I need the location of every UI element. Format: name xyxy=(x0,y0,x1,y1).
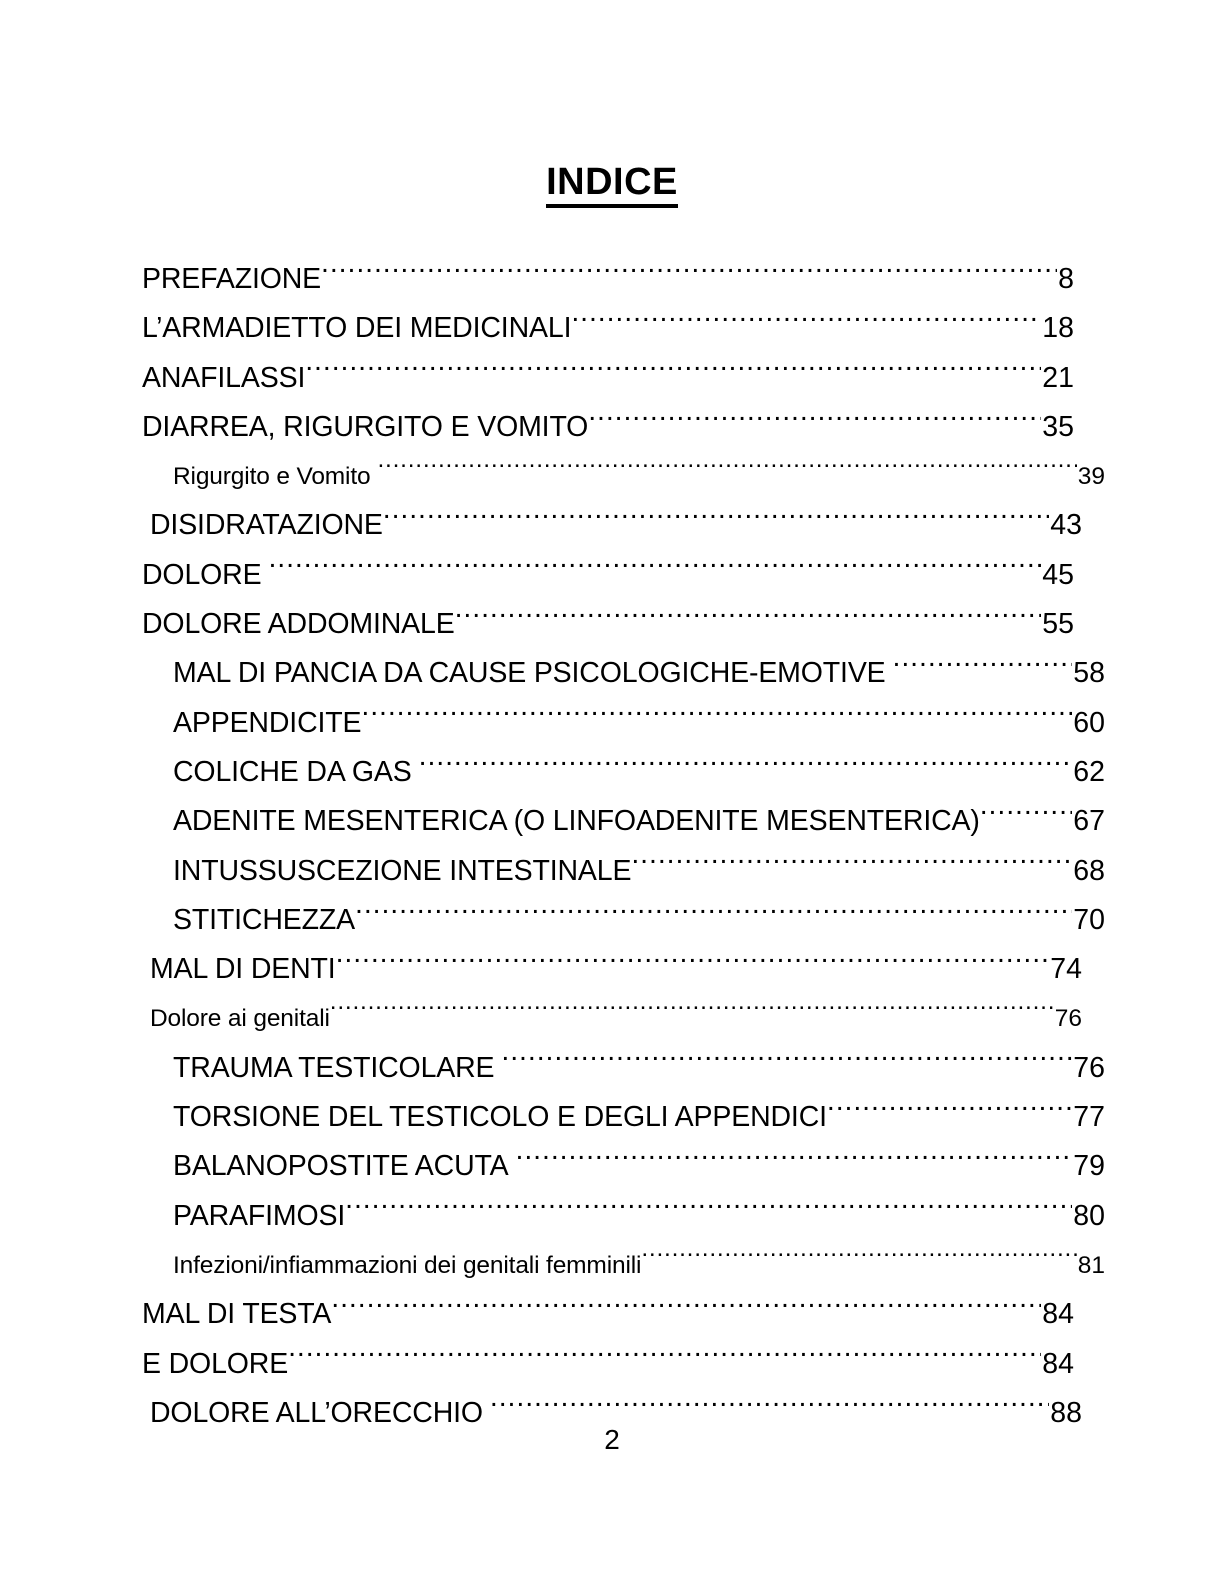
toc-dot-leader xyxy=(501,1048,1072,1077)
toc-entry-page-number: 39 xyxy=(1077,463,1105,491)
toc-entry-label: STITICHEZZA xyxy=(173,903,356,936)
toc-entry[interactable] xyxy=(142,847,1105,896)
toc-entry-page-number: 81 xyxy=(1077,1251,1105,1279)
toc-entry-page-number: 67 xyxy=(1073,805,1105,838)
toc-entry-label: INTUSSUSCEZIONE INTESTINALE xyxy=(173,854,632,887)
toc-entry[interactable] xyxy=(142,748,1105,797)
page-title-text: INDICE xyxy=(546,163,678,208)
toc-entry[interactable] xyxy=(142,304,1074,353)
toc-dot-leader xyxy=(383,506,1050,535)
toc-entry[interactable] xyxy=(142,1241,1105,1290)
toc-entry-page-number: 70 xyxy=(1073,903,1105,936)
toc-entry-page-number: 80 xyxy=(1073,1199,1105,1232)
toc-entry-label: MAL DI PANCIA DA CAUSE PSICOLOGICHE-EMOTIVE xyxy=(173,657,886,690)
toc-dot-leader xyxy=(419,752,1073,781)
toc-entry-label: TORSIONE DEL TESTICOLO E DEGLI APPENDICI xyxy=(173,1101,827,1134)
toc-entry-page-number: 8 xyxy=(1058,263,1074,295)
page-title xyxy=(0,163,1224,208)
toc-entry[interactable] xyxy=(142,551,1074,600)
toc-entry-page-number: 45 xyxy=(1042,558,1074,591)
toc-entry[interactable] xyxy=(142,501,1082,550)
toc-dot-leader xyxy=(361,703,1072,732)
table-of-contents xyxy=(142,255,1105,1438)
toc-entry[interactable] xyxy=(142,1093,1105,1142)
toc-dot-leader xyxy=(490,1393,1049,1422)
toc-entry-label: DOLORE ADDOMINALE xyxy=(142,608,455,641)
toc-entry-page-number: 76 xyxy=(1054,1005,1082,1033)
toc-dot-leader xyxy=(631,851,1072,880)
toc-dot-leader xyxy=(893,654,1073,683)
toc-entry[interactable] xyxy=(142,1340,1074,1389)
toc-entry[interactable] xyxy=(142,1290,1074,1339)
toc-dot-leader xyxy=(588,407,1041,436)
toc-entry-label: PARAFIMOSI xyxy=(173,1199,346,1232)
toc-dot-leader xyxy=(288,1344,1041,1373)
toc-entry-page-number: 18 xyxy=(1042,312,1074,345)
toc-entry-page-number: 88 xyxy=(1050,1396,1082,1429)
toc-dot-leader xyxy=(455,605,1042,634)
toc-entry[interactable] xyxy=(142,945,1082,994)
toc-entry-page-number: 55 xyxy=(1042,608,1074,641)
toc-entry-label: MAL DI TESTA xyxy=(142,1298,332,1331)
toc-entry[interactable] xyxy=(142,452,1105,501)
toc-entry-label: COLICHE DA GAS xyxy=(173,755,412,788)
toc-entry-label: E DOLORE xyxy=(142,1347,289,1380)
toc-entry-label: BALANOPOSTITE ACUTA xyxy=(173,1150,509,1183)
toc-entry[interactable] xyxy=(142,1044,1105,1093)
toc-dot-leader xyxy=(571,309,1041,338)
toc-entry[interactable] xyxy=(142,896,1105,945)
toc-entry-page-number: 60 xyxy=(1073,706,1105,739)
toc-entry[interactable] xyxy=(142,600,1074,649)
toc-entry-page-number: 79 xyxy=(1073,1150,1105,1183)
toc-dot-leader xyxy=(321,260,1057,289)
toc-entry-label: DIARREA, RIGURGITO E VOMITO xyxy=(142,410,589,443)
folio-page-number: 2 xyxy=(604,1424,620,1455)
toc-entry[interactable] xyxy=(142,1192,1105,1241)
toc-entry-label: Dolore ai genitali xyxy=(150,1005,330,1033)
toc-entry-page-number: 21 xyxy=(1042,361,1074,394)
toc-entry-page-number: 35 xyxy=(1042,410,1074,443)
toc-entry[interactable] xyxy=(142,797,1105,846)
toc-dot-leader xyxy=(331,1295,1041,1324)
toc-entry-page-number: 74 xyxy=(1050,953,1082,986)
toc-entry-page-number: 68 xyxy=(1073,854,1105,887)
toc-dot-leader xyxy=(268,555,1041,584)
toc-entry-page-number: 84 xyxy=(1042,1347,1074,1380)
toc-entry[interactable] xyxy=(142,255,1074,304)
toc-dot-leader xyxy=(516,1147,1073,1176)
toc-entry-page-number: 43 xyxy=(1050,509,1082,542)
toc-entry-label: L’ARMADIETTO DEI MEDICINALI xyxy=(142,312,572,345)
toc-dot-leader xyxy=(336,950,1050,979)
toc-entry-label: PREFAZIONE xyxy=(142,263,322,295)
toc-entry-label: ANAFILASSI xyxy=(142,361,306,394)
toc-entry-page-number: 76 xyxy=(1073,1051,1105,1084)
toc-entry-label: TRAUMA TESTICOLARE xyxy=(173,1051,495,1084)
toc-entry-page-number: 58 xyxy=(1073,657,1105,690)
toc-dot-leader xyxy=(827,1098,1072,1127)
toc-entry[interactable] xyxy=(142,354,1074,403)
toc-entry-page-number: 77 xyxy=(1073,1101,1105,1134)
toc-entry[interactable] xyxy=(142,1142,1105,1191)
toc-dot-leader xyxy=(345,1196,1072,1225)
toc-dot-leader xyxy=(980,802,1073,831)
toc-dot-leader xyxy=(355,900,1072,929)
toc-entry-label: DOLORE xyxy=(142,558,262,591)
toc-entry-label: MAL DI DENTI xyxy=(150,953,336,986)
toc-entry[interactable] xyxy=(142,994,1082,1043)
toc-entry-label: APPENDICITE xyxy=(173,706,362,739)
toc-entry-page-number: 62 xyxy=(1073,755,1105,788)
toc-dot-leader xyxy=(641,1248,1076,1273)
toc-entry-label: DISIDRATAZIONE xyxy=(150,509,383,542)
toc-entry-label: Infezioni/infiammazioni dei genitali femminili xyxy=(173,1251,642,1279)
toc-entry-label: Rigurgito e Vomito xyxy=(173,463,371,491)
toc-entry-label: ADENITE MESENTERICA (O LINFOADENITE MESENTERICA) xyxy=(173,805,980,838)
toc-entry[interactable] xyxy=(142,699,1105,748)
toc-entry-page-number: 84 xyxy=(1042,1298,1074,1331)
toc-entry-label: DOLORE ALL’ORECCHIO xyxy=(150,1396,483,1429)
toc-entry[interactable] xyxy=(142,403,1074,452)
toc-dot-leader xyxy=(378,460,1077,485)
toc-dot-leader xyxy=(330,1002,1054,1027)
toc-entry[interactable] xyxy=(142,649,1105,698)
toc-dot-leader xyxy=(305,358,1041,387)
